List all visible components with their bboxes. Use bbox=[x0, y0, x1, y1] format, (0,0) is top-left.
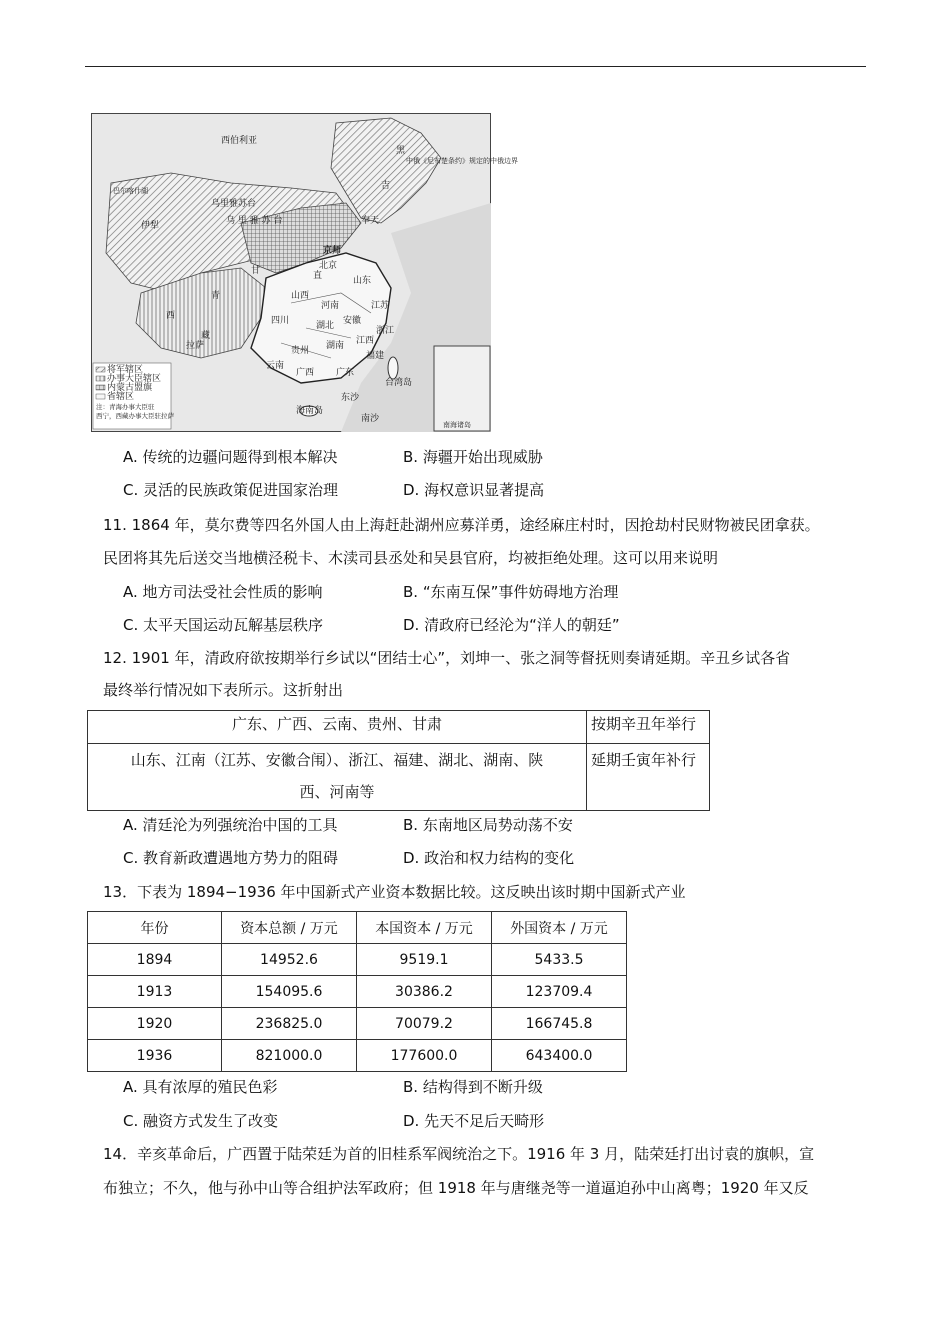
legend-mongol: 内蒙古盟旗 bbox=[107, 383, 153, 393]
q13-header: 外国资本 / 万元 bbox=[492, 912, 627, 944]
text: 山东 bbox=[353, 276, 372, 286]
q12-row2-status: 延期壬寅年补行 bbox=[587, 744, 710, 811]
header-rule bbox=[85, 66, 866, 67]
text: 台湾岛 bbox=[385, 378, 413, 388]
q10-option-c[interactable]: C. 灵活的民族政策促进国家治理 bbox=[123, 481, 339, 499]
q12-row1-status: 按期辛丑年举行 bbox=[587, 711, 710, 744]
text: 166745.8 bbox=[492, 1008, 627, 1040]
text: 南沙 bbox=[361, 414, 380, 424]
q13-option-a[interactable]: A. 具有浓厚的殖民色彩 bbox=[123, 1078, 278, 1096]
q11-option-c[interactable]: C. 太平天国运动瓦解基层秩序 bbox=[123, 616, 324, 634]
table-row bbox=[88, 976, 627, 1008]
q12-stem-line2: 最终举行情况如下表所示。这折射出 bbox=[103, 681, 344, 699]
text: 山西 bbox=[291, 291, 310, 301]
text: 湖北 bbox=[316, 321, 335, 331]
q11-option-d[interactable]: D. 清政府已经沦为“洋人的朝廷” bbox=[403, 616, 620, 634]
text: 南海诸岛 bbox=[443, 421, 471, 429]
text: 西、河南等 bbox=[299, 783, 375, 801]
text: 东沙 bbox=[341, 393, 360, 403]
text: 江苏 bbox=[371, 301, 390, 311]
text: 藏 bbox=[201, 331, 211, 341]
text: 236825.0 bbox=[222, 1008, 357, 1040]
q11-stem-line1: 11. 1864 年，莫尔费等四名外国人由上海赶赴湖州应募洋勇，途经麻庄村时，因抢劫村民财物被民团拿获。 bbox=[103, 516, 820, 534]
text: 177600.0 bbox=[357, 1040, 492, 1072]
text: 西 bbox=[166, 311, 176, 321]
text: 江西 bbox=[356, 336, 375, 346]
q13-stem: 13．下表为 1894−1936 年中国新式产业资本数据比较。这反映出该时期中国新式产业 bbox=[103, 883, 686, 901]
q11-stem-line2: 民团将其先后送交当地横泾税卡、木渎司县丞处和吴县官府，均被拒绝处理。这可以用来说明 bbox=[103, 549, 719, 567]
q13-header: 资本总额 / 万元 bbox=[222, 912, 357, 944]
table-row bbox=[88, 1040, 627, 1072]
q12-option-d[interactable]: D. 政治和权力结构的变化 bbox=[403, 849, 575, 867]
text: 154095.6 bbox=[222, 976, 357, 1008]
text: 乌 里 雅 苏 台 bbox=[226, 216, 283, 226]
text: 巴尔喀什湖 bbox=[113, 187, 148, 195]
table-row bbox=[88, 944, 627, 976]
text: 河南 bbox=[321, 301, 340, 311]
text: 吉 bbox=[381, 181, 391, 191]
q12-option-b[interactable]: B. 东南地区局势动荡不安 bbox=[403, 816, 573, 834]
q11-option-b[interactable]: B. “东南互保”事件妨碍地方治理 bbox=[403, 583, 619, 601]
q13-header: 本国资本 / 万元 bbox=[357, 912, 492, 944]
text: 山东、江南（江苏、安徽合闱）、浙江、福建、湖北、湖南、陕 bbox=[130, 751, 544, 769]
text: 浙江 bbox=[376, 326, 395, 336]
q14-stem-line1: 14．辛亥革命后，广西置于陆荣廷为首的旧桂系军阀统治之下。1916 年 3 月，陆荣廷打出讨袁的旗帜，宣 bbox=[103, 1145, 815, 1163]
treaty-note: 中俄《尼布楚条约》规定的中俄边界 bbox=[406, 157, 518, 165]
table-row bbox=[88, 1008, 627, 1040]
text: 1913 bbox=[88, 976, 222, 1008]
text: 海南岛 bbox=[296, 406, 324, 416]
label-capital: 京师 bbox=[323, 246, 342, 256]
q13-header: 年份 bbox=[88, 912, 222, 944]
text: 四川 bbox=[271, 316, 290, 326]
text: 821000.0 bbox=[222, 1040, 357, 1072]
text: 黑 bbox=[396, 146, 406, 156]
qing-territory-map bbox=[91, 113, 518, 432]
text: 奉天 bbox=[361, 216, 380, 226]
svg-text:西宁，西藏办事大臣驻拉萨: 西宁，西藏办事大臣驻拉萨 bbox=[96, 412, 174, 420]
q13-option-b[interactable]: B. 结构得到不断升级 bbox=[403, 1078, 543, 1096]
text: 30386.2 bbox=[357, 976, 492, 1008]
q11-option-a[interactable]: A. 地方司法受社会性质的影响 bbox=[123, 583, 323, 601]
text: 青 bbox=[211, 291, 221, 301]
text: 安徽 bbox=[343, 316, 362, 326]
text: 伊犁 bbox=[141, 221, 160, 231]
q12-row1-provinces: 广东、广西、云南、贵州、甘肃 bbox=[88, 711, 587, 744]
q14-stem-line2: 布独立；不久，他与孙中山等合组护法军政府；但 1918 年与唐继尧等一道逼迫孙中山离粤；1920 年又反 bbox=[103, 1179, 809, 1197]
text: 广西 bbox=[296, 368, 315, 378]
text: 1936 bbox=[88, 1040, 222, 1072]
label-uliastai: 乌里雅苏台 bbox=[211, 199, 257, 209]
text: 643400.0 bbox=[492, 1040, 627, 1072]
legend-general: 将军辖区 bbox=[107, 365, 144, 375]
text: 9519.1 bbox=[357, 944, 492, 976]
q12-stem-line1: 12. 1901 年，清政府欲按期举行乡试以“团结士心”，刘坤一、张之洞等督抚则奏请延期。辛丑乡试各省 bbox=[103, 649, 791, 667]
q10-option-a[interactable]: A. 传统的边疆问题得到根本解决 bbox=[123, 448, 338, 466]
legend-minister: 办事大臣辖区 bbox=[107, 374, 162, 384]
text: 1920 bbox=[88, 1008, 222, 1040]
text: 广东 bbox=[336, 368, 355, 378]
q12-row2-provinces bbox=[88, 744, 587, 811]
q13-option-d[interactable]: D. 先天不足后天畸形 bbox=[403, 1112, 545, 1130]
q12-table bbox=[87, 710, 710, 811]
text: 北京 bbox=[319, 261, 338, 271]
q12-option-c[interactable]: C. 教育新政遭遇地方势力的阻碍 bbox=[123, 849, 339, 867]
text: 1894 bbox=[88, 944, 222, 976]
q13-option-c[interactable]: C. 融资方式发生了改变 bbox=[123, 1112, 279, 1130]
text: 5433.5 bbox=[492, 944, 627, 976]
text: 123709.4 bbox=[492, 976, 627, 1008]
label-siberia: 西伯利亚 bbox=[221, 136, 258, 146]
text: 直 bbox=[313, 271, 323, 281]
text: 14952.6 bbox=[222, 944, 357, 976]
text: 拉萨 bbox=[186, 341, 205, 351]
text: 甘 bbox=[251, 266, 261, 276]
legend-province: 省辖区 bbox=[107, 392, 135, 402]
text: 湖南 bbox=[326, 341, 345, 351]
text: 云南 bbox=[266, 361, 285, 371]
legend-note: 注：青海办事大臣驻 bbox=[96, 403, 155, 411]
q10-option-b[interactable]: B. 海疆开始出现威胁 bbox=[403, 448, 543, 466]
q10-option-d[interactable]: D. 海权意识显著提高 bbox=[403, 481, 545, 499]
text: 贵州 bbox=[291, 346, 310, 356]
q13-table bbox=[87, 911, 627, 1072]
text: 70079.2 bbox=[357, 1008, 492, 1040]
q12-option-a[interactable]: A. 清廷沦为列强统治中国的工具 bbox=[123, 816, 338, 834]
text: 福建 bbox=[366, 351, 385, 361]
